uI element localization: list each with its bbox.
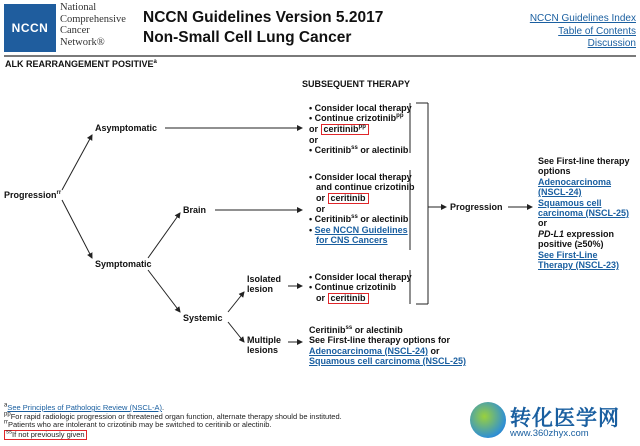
- footnote-ss-highlight: [4, 430, 87, 440]
- pathologic-review-link[interactable]: See Principles of Pathologic Review (NSCL-A): [7, 403, 162, 412]
- progression-text: Progression: [4, 190, 57, 200]
- isolated-box-line-1: • Consider local therapy: [309, 272, 412, 282]
- asymptomatic-label: Asymptomatic: [95, 123, 158, 133]
- isolated-line-2: lesion: [247, 284, 274, 295]
- nscl23-link[interactable]: Therapy (NSCL-23): [538, 260, 620, 271]
- right-line-7: or: [538, 218, 547, 229]
- asym-line-2-text: • Continue crizotinib: [309, 113, 397, 124]
- brain-line-3: [309, 193, 415, 204]
- multiple-box-line-1-sup: ss: [345, 325, 353, 331]
- isolated-box-line-3-pre: or: [316, 292, 328, 303]
- brain-line-4: or: [316, 203, 325, 214]
- asym-line-2: [309, 113, 412, 123]
- isolated-box-line-3: [309, 293, 412, 304]
- isolated-box-line-2: • Continue crizotinib: [309, 282, 397, 293]
- multiple-line-2: lesions: [247, 345, 279, 356]
- asym-line-5-pre: • Ceritinib: [309, 145, 352, 156]
- footnote-pp-text: For rapid radiologic progression or threatened organ function, alternate therapy should be instituted.: [10, 411, 342, 421]
- footnote-a-sup: a: [4, 402, 8, 409]
- isolated-lesion-label: [247, 274, 281, 295]
- footnote-a-post: .: [162, 403, 165, 412]
- first-line-therapy-link[interactable]: See First-Line: [538, 249, 598, 260]
- brain-line-1: • Consider local therapy: [309, 172, 412, 182]
- right-line-9: positive (≥50%): [538, 239, 604, 250]
- multiple-box-line-1-post: or alectinib: [352, 325, 403, 335]
- footnote-rr-sup: rr: [4, 419, 8, 426]
- arrow-progression-asymptomatic: [62, 135, 92, 190]
- asym-line-4: or: [309, 134, 318, 145]
- asym-line-3-pre: or: [309, 123, 321, 134]
- footnote-pp-sup: pp: [4, 411, 11, 418]
- logo-line: Comprehensive: [60, 13, 126, 25]
- multiple-box-line-1-pre: Ceritinib: [309, 325, 346, 335]
- brain-line-5-pre: • Ceritinib: [309, 214, 352, 225]
- footnote-ss-text: If not previously given: [12, 429, 85, 439]
- asym-line-1: • Consider local therapy: [309, 103, 412, 113]
- isolated-lesion-therapy-box: [309, 272, 412, 304]
- footnote-ss: [4, 430, 342, 440]
- watermark-logo-icon: [470, 402, 506, 438]
- right-line-2: options: [538, 166, 571, 177]
- progression-label: [4, 190, 61, 200]
- brain-label: Brain: [183, 205, 207, 215]
- footnote-ss-sup: ss: [6, 429, 12, 436]
- title-line-1: NCCN Guidelines Version 5.2017: [143, 9, 384, 26]
- asymptomatic-therapy-box: [309, 103, 412, 156]
- asym-line-5-sup: ss: [351, 145, 358, 152]
- arrow-systemic-isolated: [228, 292, 244, 312]
- carcinoma-nscl25-link[interactable]: carcinoma (NSCL-25): [538, 208, 630, 219]
- pdl1-label: PD-L1: [538, 228, 565, 239]
- brain-line-5-post: or alectinib: [357, 214, 409, 225]
- discussion-link[interactable]: Discussion: [587, 38, 636, 49]
- brain-therapy-box: [309, 172, 415, 245]
- squamous-cell-link[interactable]: Squamous cell: [538, 197, 602, 208]
- subsequent-therapy-header: SUBSEQUENT THERAPY: [302, 79, 411, 89]
- ceritinib-highlight: [321, 124, 369, 135]
- squamous-nscl25-link[interactable]: Squamous cell carcinoma (NSCL-25): [309, 356, 467, 367]
- arrow-symptomatic-brain: [148, 213, 180, 258]
- watermark-url: www.360zhyx.com: [510, 428, 589, 439]
- logo-line: Cancer: [60, 25, 90, 37]
- multiple-box-line-2: See First-line therapy options for: [309, 335, 451, 346]
- table-of-contents-link[interactable]: Table of Contents: [558, 25, 636, 37]
- asym-line-5-post: or alectinib: [357, 145, 409, 156]
- arrow-progression-symptomatic: [62, 200, 92, 258]
- isolated-line-1: Isolated: [247, 274, 282, 284]
- adenocarcinoma-nscl24-link[interactable]: Adenocarcinoma (NSCL-24): [309, 345, 429, 356]
- asym-line-5: [309, 145, 412, 155]
- multiple-box-line-4: [309, 356, 466, 366]
- brain-line-6: [309, 225, 415, 235]
- right-line-8-post: expression: [564, 228, 615, 239]
- adenocarcinoma-link[interactable]: Adenocarcinoma: [538, 176, 612, 187]
- arrow-systemic-multiple: [228, 322, 244, 342]
- right-line-1: See First-line therapy: [538, 156, 630, 166]
- right-line-8: [538, 229, 630, 239]
- nscl24-link[interactable]: (NSCL-24): [538, 187, 582, 198]
- brain-line-6-pre: •: [309, 224, 315, 235]
- systemic-label: Systemic: [183, 313, 223, 323]
- section-title-text: ALK REARRANGEMENT POSITIVE: [5, 59, 154, 69]
- multiple-lesions-label: [247, 335, 281, 356]
- multiple-box-line-3-post: or: [428, 345, 440, 356]
- ceritinib-highlight: ceritinib: [328, 293, 369, 304]
- brain-line-7: [309, 235, 415, 245]
- title-line-2: Non-Small Cell Lung Cancer: [143, 29, 352, 46]
- ceritinib-highlight: ceritinib: [328, 193, 369, 204]
- logo-line: Network®: [60, 36, 105, 48]
- brain-line-3-pre: or: [316, 192, 328, 203]
- asym-line-3-sup: pp: [358, 123, 366, 130]
- first-line-options-box: [538, 156, 630, 270]
- progression-2-label: Progression: [450, 202, 503, 212]
- brain-line-2: and continue crizotinib: [316, 182, 415, 193]
- asym-line-2-sup: pp: [396, 113, 404, 120]
- guidelines-index-link[interactable]: NCCN Guidelines Index: [529, 13, 636, 24]
- section-title-sup: a: [153, 59, 157, 65]
- multiple-box-line-1: [309, 325, 466, 335]
- cns-guidelines-link-2[interactable]: for CNS Cancers: [316, 235, 388, 246]
- footnotes: [4, 404, 342, 440]
- watermark-title: 转化医学网: [510, 406, 620, 430]
- symptomatic-label: Symptomatic: [95, 259, 152, 269]
- asym-line-3-box: ceritinib: [323, 123, 359, 134]
- multiple-lesions-therapy-box: [309, 325, 466, 367]
- progression-sup: rr: [56, 190, 62, 196]
- cns-guidelines-link[interactable]: See NCCN Guidelines: [314, 224, 408, 235]
- logo-abbr: NCCN: [11, 21, 49, 35]
- footnote-rr: [4, 421, 342, 430]
- multiple-box-line-3: [309, 346, 466, 356]
- brain-line-5: [309, 214, 415, 224]
- footnote-rr-text: Patients who are intolerant to crizotinib may be switched to ceritinib or alectinib.: [8, 420, 272, 430]
- brain-line-5-sup: ss: [351, 214, 358, 221]
- multiple-line-1: Multiple: [247, 335, 281, 345]
- asym-line-3: [309, 124, 412, 135]
- logo-line: National: [60, 2, 97, 13]
- watermark: [470, 400, 636, 442]
- arrow-symptomatic-systemic: [148, 270, 180, 312]
